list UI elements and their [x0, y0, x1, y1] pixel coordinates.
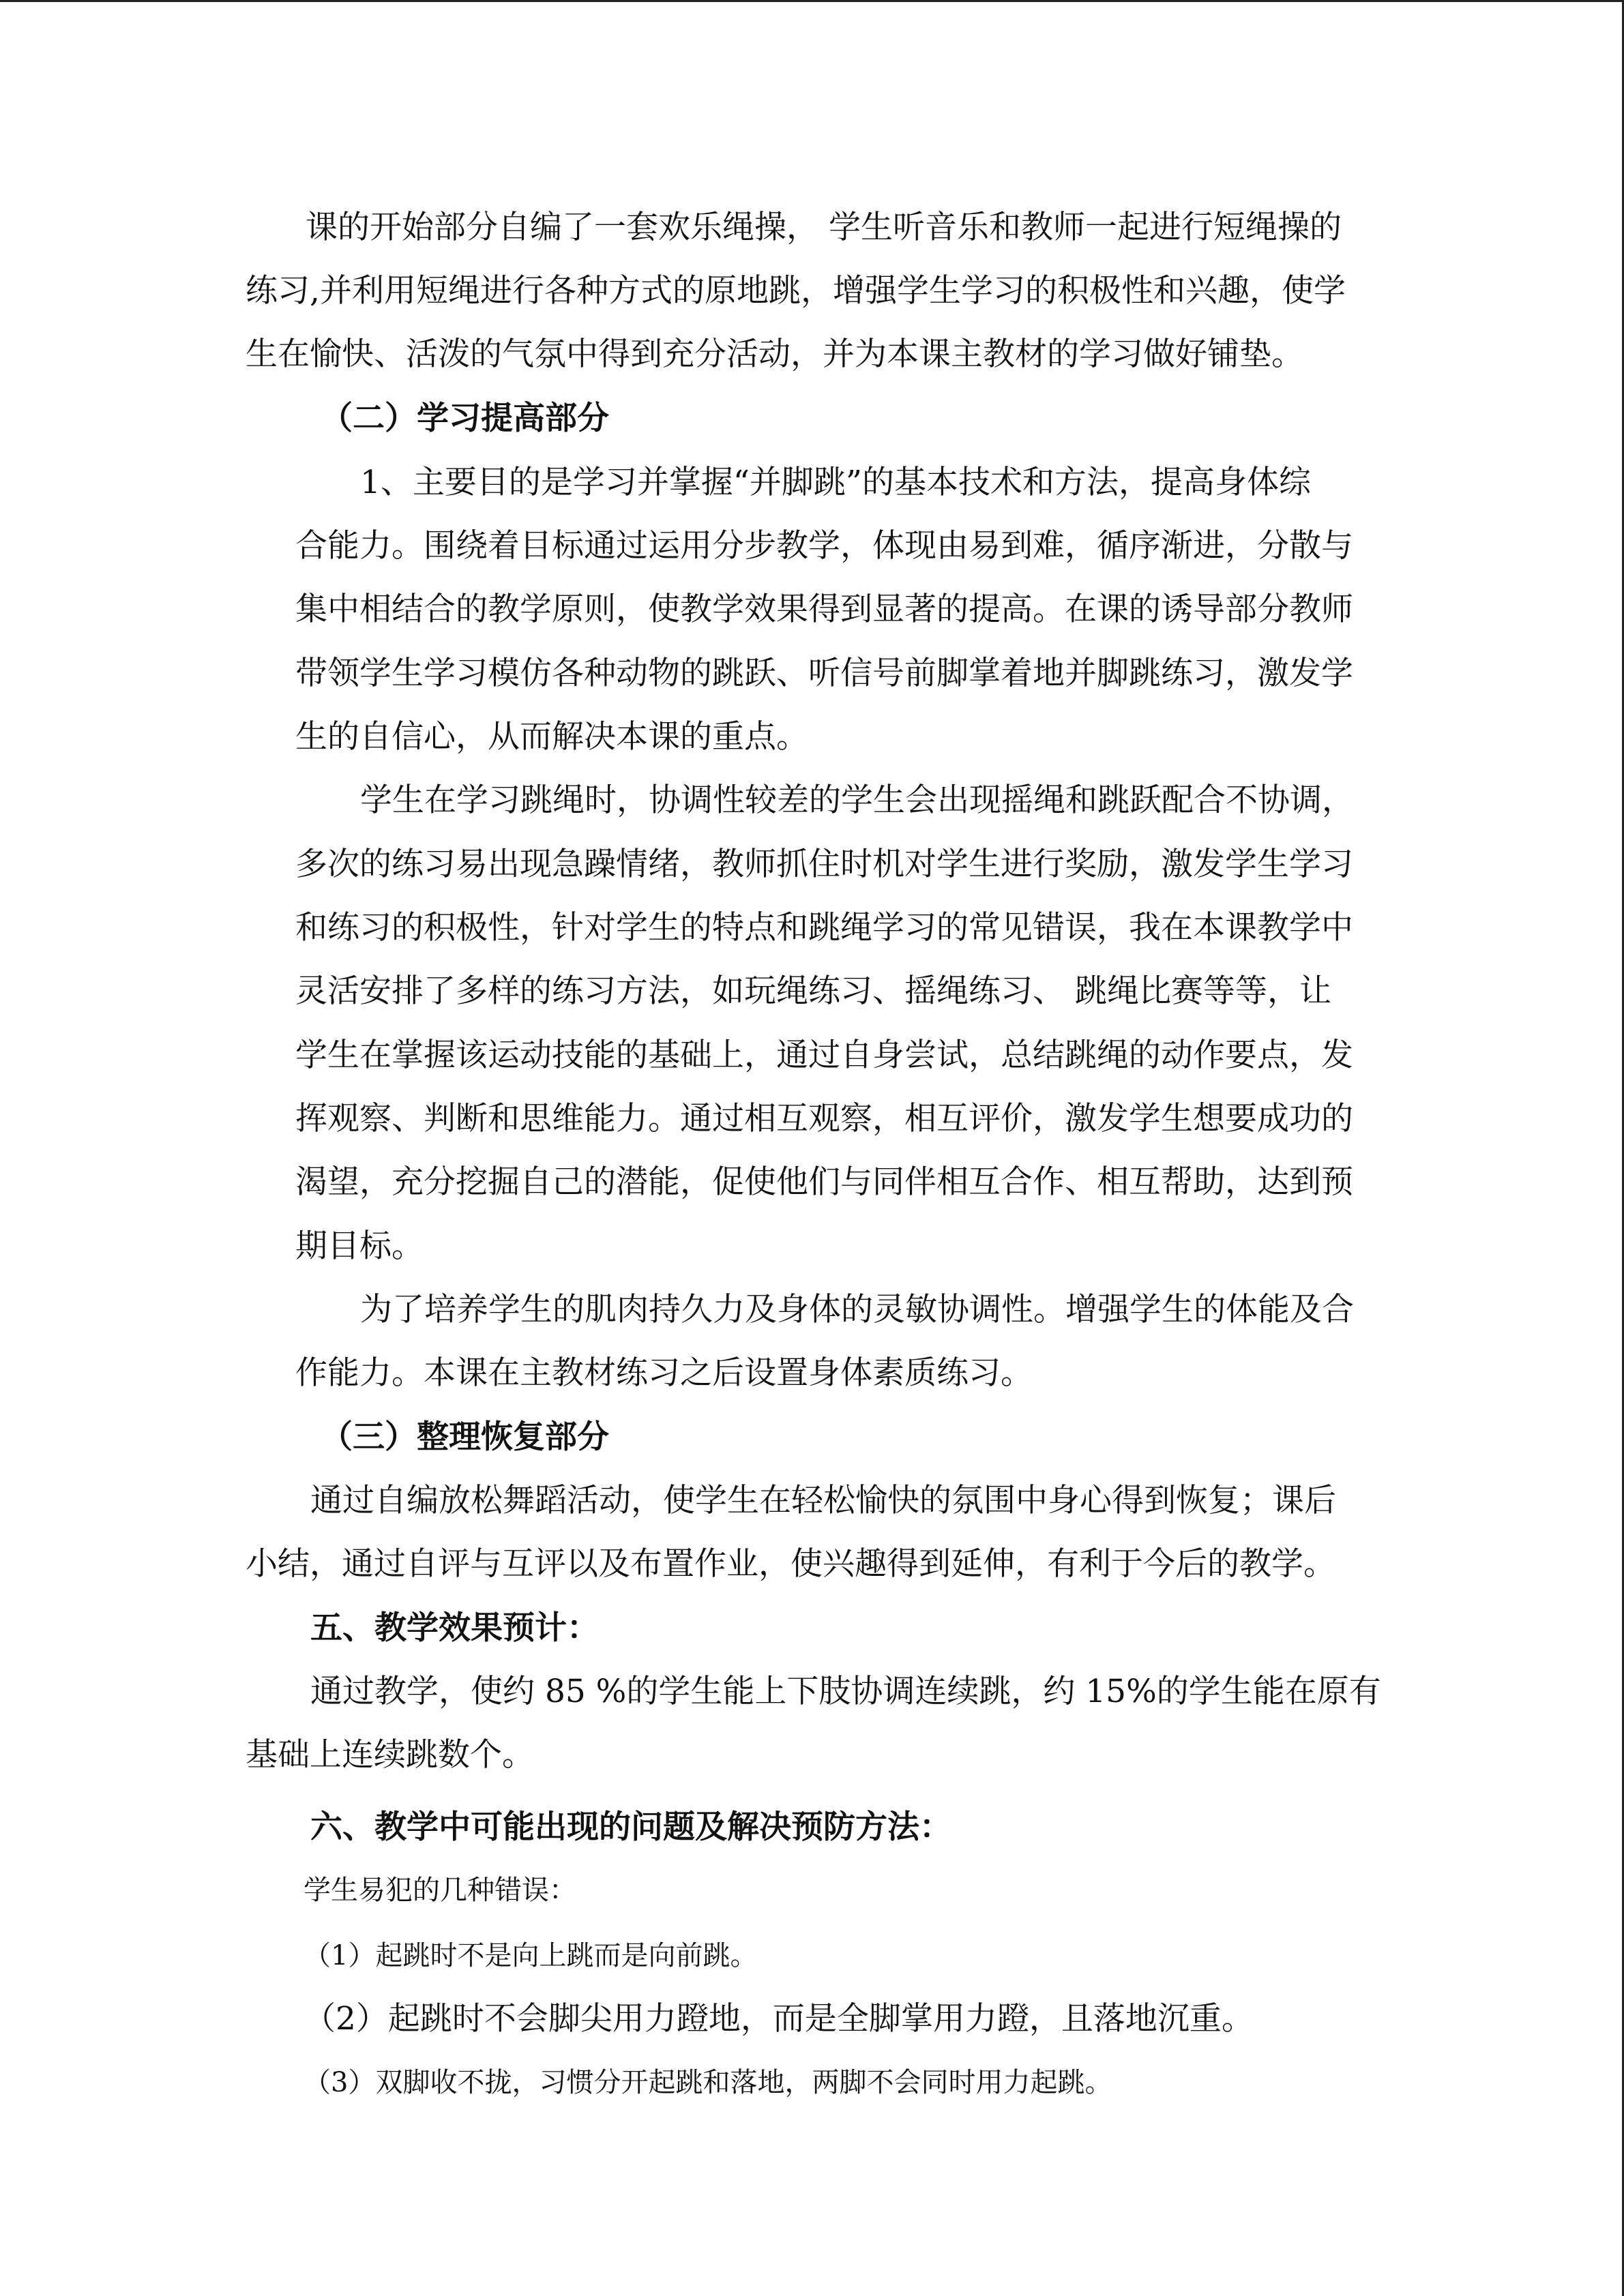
- paragraph-line: 合能力。围绕着目标通过运用分步教学，体现由易到难，循序渐进，分散与: [295, 527, 1353, 565]
- section-heading: （二）学习提高部分: [321, 400, 609, 437]
- section-heading: （三）整理恢复部分: [321, 1418, 609, 1456]
- list-item: （3）双脚收不拢，习惯分开起跳和落地，两脚不会同时用力起跳。: [304, 2067, 1112, 2098]
- paragraph-line: 期目标。: [295, 1227, 424, 1265]
- paragraph-line: 生的自信心，从而解决本课的重点。: [295, 718, 808, 756]
- paragraph-line: 小结，通过自评与互评以及布置作业，使兴趣得到延伸，有利于今后的教学。: [246, 1545, 1335, 1583]
- list-item: （1）起跳时不是向上跳而是向前跳。: [304, 1940, 758, 1971]
- paragraph-line: 作能力。本课在主教材练习之后设置身体素质练习。: [295, 1354, 1033, 1392]
- paragraph-line: 通过教学，使约 85 %的学生能上下肢协调连续跳，约 15%的学生能在原有: [310, 1673, 1381, 1710]
- paragraph-line: 带领学生学习模仿各种动物的跳跃、听信号前脚掌着地并脚跳练习，激发学: [295, 655, 1353, 692]
- top-border: [0, 0, 1624, 2]
- paragraph-line: 渴望，充分挖掘自己的潜能，促使他们与同伴相互合作、相互帮助，达到预: [295, 1163, 1353, 1201]
- intro-line: 课的开始部分自编了一套欢乐绳操， 学生听音乐和教师一起进行短绳操的: [306, 209, 1342, 246]
- list-item: （2）起跳时不会脚尖用力蹬地，而是全脚掌用力蹬，且落地沉重。: [304, 2000, 1254, 2038]
- section-heading: 五、教学效果预计：: [310, 1609, 599, 1647]
- intro-line: 练习,并利用短绳进行各种方式的原地跳，增强学生学习的积极性和兴趣，使学: [246, 272, 1346, 310]
- list-intro: 学生易犯的几种错误：: [304, 1875, 576, 1906]
- paragraph-line: 多次的练习易出现急躁情绪，教师抓住时机对学生进行奖励，激发学生学习: [295, 846, 1353, 883]
- paragraph-line: 学生在掌握该运动技能的基础上，通过自身尝试，总结跳绳的动作要点，发: [295, 1037, 1353, 1074]
- paragraph-line: 挥观察、判断和思维能力。通过相互观察，相互评价，激发学生想要成功的: [295, 1100, 1353, 1137]
- paragraph-line: 基础上连续跳数个。: [246, 1736, 534, 1774]
- paragraph-line: 通过自编放松舞蹈活动，使学生在轻松愉快的氛围中身心得到恢复；课后: [310, 1482, 1336, 1519]
- paragraph-line: 1、主要目的是学习并掌握“并脚跳”的基本技术和方法，提高身体综: [360, 464, 1311, 501]
- paragraph-line: 学生在学习跳绳时，协调性较差的学生会出现摇绳和跳跃配合不协调，: [360, 781, 1354, 819]
- paragraph-line: 灵活安排了多样的练习方法，如玩绳练习、摇绳练习、 跳绳比赛等等，让: [295, 972, 1331, 1010]
- paragraph-line: 和练习的积极性，针对学生的特点和跳绳学习的常见错误，我在本课教学中: [295, 909, 1353, 946]
- paragraph-line: 集中相结合的教学原则，使教学效果得到显著的提高。在课的诱导部分教师: [295, 591, 1353, 628]
- section-heading: 六、教学中可能出现的问题及解决预防方法：: [310, 1808, 951, 1846]
- paragraph-line: 为了培养学生的肌肉持久力及身体的灵敏协调性。增强学生的体能及合: [360, 1291, 1354, 1328]
- intro-line: 生在愉快、活泼的气氛中得到充分活动，并为本课主教材的学习做好铺垫。: [246, 336, 1303, 373]
